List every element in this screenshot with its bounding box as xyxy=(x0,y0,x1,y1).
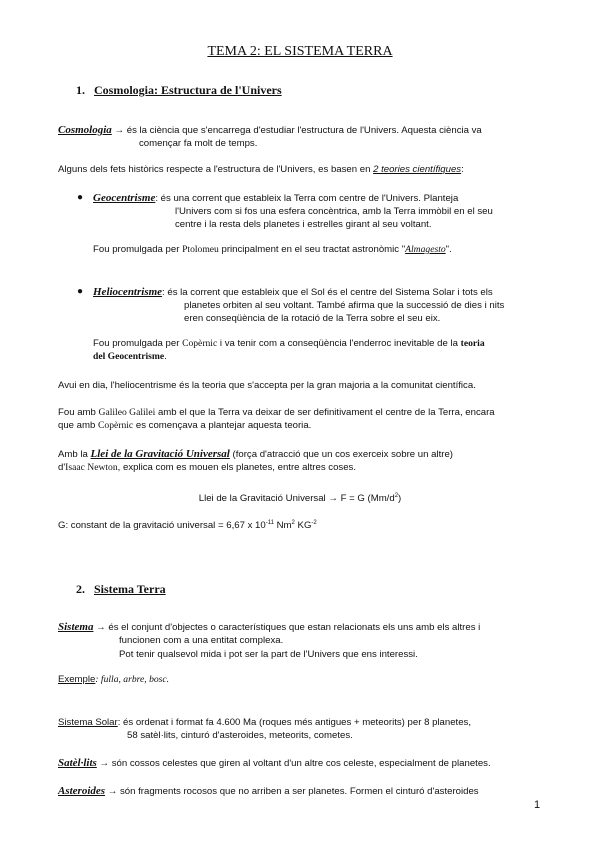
sistema-definition-line3: Pot tenir qualsevol mida i pot ser la part de l'Univers que ens interessi. xyxy=(119,649,418,660)
promoter-prefix: Fou promulgada per xyxy=(93,338,183,349)
asteroides-text: són fragments rocosos que no arriben a ser planetes. Formen el cinturó d'asteroides xyxy=(117,786,479,797)
satelits-text: són cossos celestes que giren al voltant d'un altre cos celeste, especialment de planetes. xyxy=(109,758,491,769)
constant-exp1: -11 xyxy=(265,519,274,526)
exemple-text: : fulla, arbre, bosc. xyxy=(95,674,170,685)
llei-line2-prefix: d' xyxy=(58,462,66,473)
section-2-number: 2. xyxy=(76,582,85,596)
exemple-line xyxy=(58,673,169,686)
newton-name: Isaac Newton xyxy=(65,462,118,473)
llei-text: (força d'atracció que un cos exerceix sobre un altre) xyxy=(229,449,453,460)
heliocentrisme-term: Heliocentrisme xyxy=(93,286,163,298)
galileo-prefix: Fou amb xyxy=(58,407,99,418)
theories-intro-text: Alguns dels fets històrics respecte a l'estructura de l'Univers, es basen en xyxy=(58,164,374,175)
gravitation-formula xyxy=(0,492,600,505)
page-number: 1 xyxy=(534,799,541,811)
constant-exp2: 2 xyxy=(291,519,295,526)
arrow-icon: → xyxy=(114,125,125,136)
llei-term: Llei de la Gravitació Universal xyxy=(90,448,230,460)
paragraph-llei-line1 xyxy=(58,448,453,461)
paragraph-llei-line2 xyxy=(58,461,356,474)
theories-intro xyxy=(58,163,464,176)
satelits-definition xyxy=(58,757,491,770)
cosmologia-definition-line1 xyxy=(58,124,482,137)
llei-line2-text: , explica com es mouen els planetes, entre altres coses. xyxy=(117,462,357,473)
promoter-end: ". xyxy=(445,244,452,255)
sistema-definition-line2: funcionen com a una entitat complexa. xyxy=(119,635,284,646)
sistema-solar-label: Sistema Solar xyxy=(58,717,118,728)
sistema-text: és el conjunt d'objectes o característiques que estan relacionats els uns amb els altres i xyxy=(105,622,481,633)
theories-intro-end: : xyxy=(461,164,464,175)
cosmologia-term: Cosmologia xyxy=(58,124,112,136)
arrow-icon: → xyxy=(107,786,118,797)
geocentrisme-bold: del Geocentrisme xyxy=(93,351,165,362)
gravitation-constant xyxy=(58,519,317,532)
arrow-icon: → xyxy=(96,622,106,633)
bullet-icon: ● xyxy=(77,192,84,203)
galileo-text: amb el que la Terra va deixar de ser definitivament el centre de la Terra, encara xyxy=(155,407,495,418)
exemple-label: Exemple xyxy=(58,674,96,685)
heliocentrisme-line2: planetes orbiten al seu voltant. També afirma que la successió de dies i nits xyxy=(184,300,505,311)
promoter-mid: principalment en el seu tractat astronòmic " xyxy=(218,244,406,255)
promoter-end: . xyxy=(164,351,167,362)
satelits-term: Satèl·lits xyxy=(58,757,97,769)
copernic-name: Copèrnic xyxy=(98,420,134,431)
heliocentrisme-text: : és la corrent que estableix que el Sol és el centre del Sistema Solar i tots els xyxy=(162,287,493,298)
paragraph-avui: Avui en dia, l'heliocentrisme és la teoria que s'accepta per la gran majoria a la comunitat científica. xyxy=(58,380,476,391)
constant-unit2: KG xyxy=(294,520,312,531)
galileo-line2-text: es començava a plantejar aquesta teoria. xyxy=(133,420,312,431)
theory-bold: teoria xyxy=(460,338,485,349)
constant-exp3: -2 xyxy=(311,519,317,526)
section-1-heading xyxy=(76,84,282,97)
promoter-mid: i va tenir com a conseqüència l'enderroc inevitable de la xyxy=(217,338,461,349)
theories-link: 2 teories científiques xyxy=(373,164,462,175)
llei-prefix: Amb la xyxy=(58,449,91,460)
paragraph-galileo-line1 xyxy=(58,406,495,419)
heliocentrisme-line3: eren conseqüència de la rotació de la Terra sobre el seu eix. xyxy=(184,313,441,324)
galileo-line2-prefix: que amb xyxy=(58,420,99,431)
almagesto-title: Almagesto xyxy=(405,244,446,255)
geocentrisme-line1 xyxy=(93,192,458,205)
geocentrisme-line2: l'Univers com si fos una esfera concèntrica, amb la Terra immòbil en el seu xyxy=(175,206,493,217)
asteroides-definition xyxy=(58,785,479,798)
formula-text: Llei de la Gravitació Universal → F = G (Mm/d xyxy=(198,493,395,504)
sistema-solar-line2: 58 satèl·lits, cinturó d'asteroides, meteorits, cometes. xyxy=(127,730,353,741)
constant-unit1: Nm xyxy=(273,520,292,531)
cosmologia-definition-line2: començar fa molt de temps. xyxy=(139,138,258,149)
geocentrisme-text: : és una corrent que estableix la Terra com centre de l'Univers. Planteja xyxy=(155,193,459,204)
page-title: TEMA 2: EL SISTEMA TERRA xyxy=(207,44,393,59)
paragraph-galileo-line2 xyxy=(58,419,311,432)
cosmologia-text: és la ciència que s'encarrega d'estudiar l'estructura de l'Univers. Aquesta ciència va xyxy=(124,125,482,136)
sistema-solar-text: : és ordenat i format fa 4.600 Ma (roques més antigues + meteorits) per 8 planetes, xyxy=(117,717,472,728)
constant-text: G: constant de la gravitació universal = 6,67 x 10 xyxy=(58,520,266,531)
geocentrisme-line3: centre i la resta dels planetes i estrelles girant al seu voltant. xyxy=(175,219,432,230)
heliocentrisme-line1 xyxy=(93,286,493,299)
geocentrisme-term: Geocentrisme xyxy=(93,192,156,204)
section-2-heading xyxy=(76,583,166,596)
section-2-title: Sistema Terra xyxy=(94,582,166,596)
formula-end: ) xyxy=(398,493,402,504)
sistema-term: Sistema xyxy=(58,621,94,633)
promoter-prefix: Fou promulgada per xyxy=(93,244,183,255)
section-1-title: Cosmologia: Estructura de l'Univers xyxy=(94,83,282,97)
heliocentrisme-promoter-line1 xyxy=(93,337,485,350)
copernic-name: Copèrnic xyxy=(182,338,218,349)
section-1-number: 1. xyxy=(76,83,85,97)
bullet-icon: ● xyxy=(77,286,84,297)
asteroides-term: Asteroides xyxy=(58,785,106,797)
ptolomeu-name: Ptolomeu xyxy=(182,244,219,255)
formula-exponent: 2 xyxy=(394,492,399,499)
heliocentrisme-promoter-line2 xyxy=(93,350,167,363)
sistema-definition-line1 xyxy=(58,621,480,634)
geocentrisme-promoter xyxy=(93,243,452,256)
sistema-solar-line1 xyxy=(58,716,471,729)
galileo-name: Galileo Galilei xyxy=(98,407,156,418)
arrow-icon: → xyxy=(99,758,110,769)
